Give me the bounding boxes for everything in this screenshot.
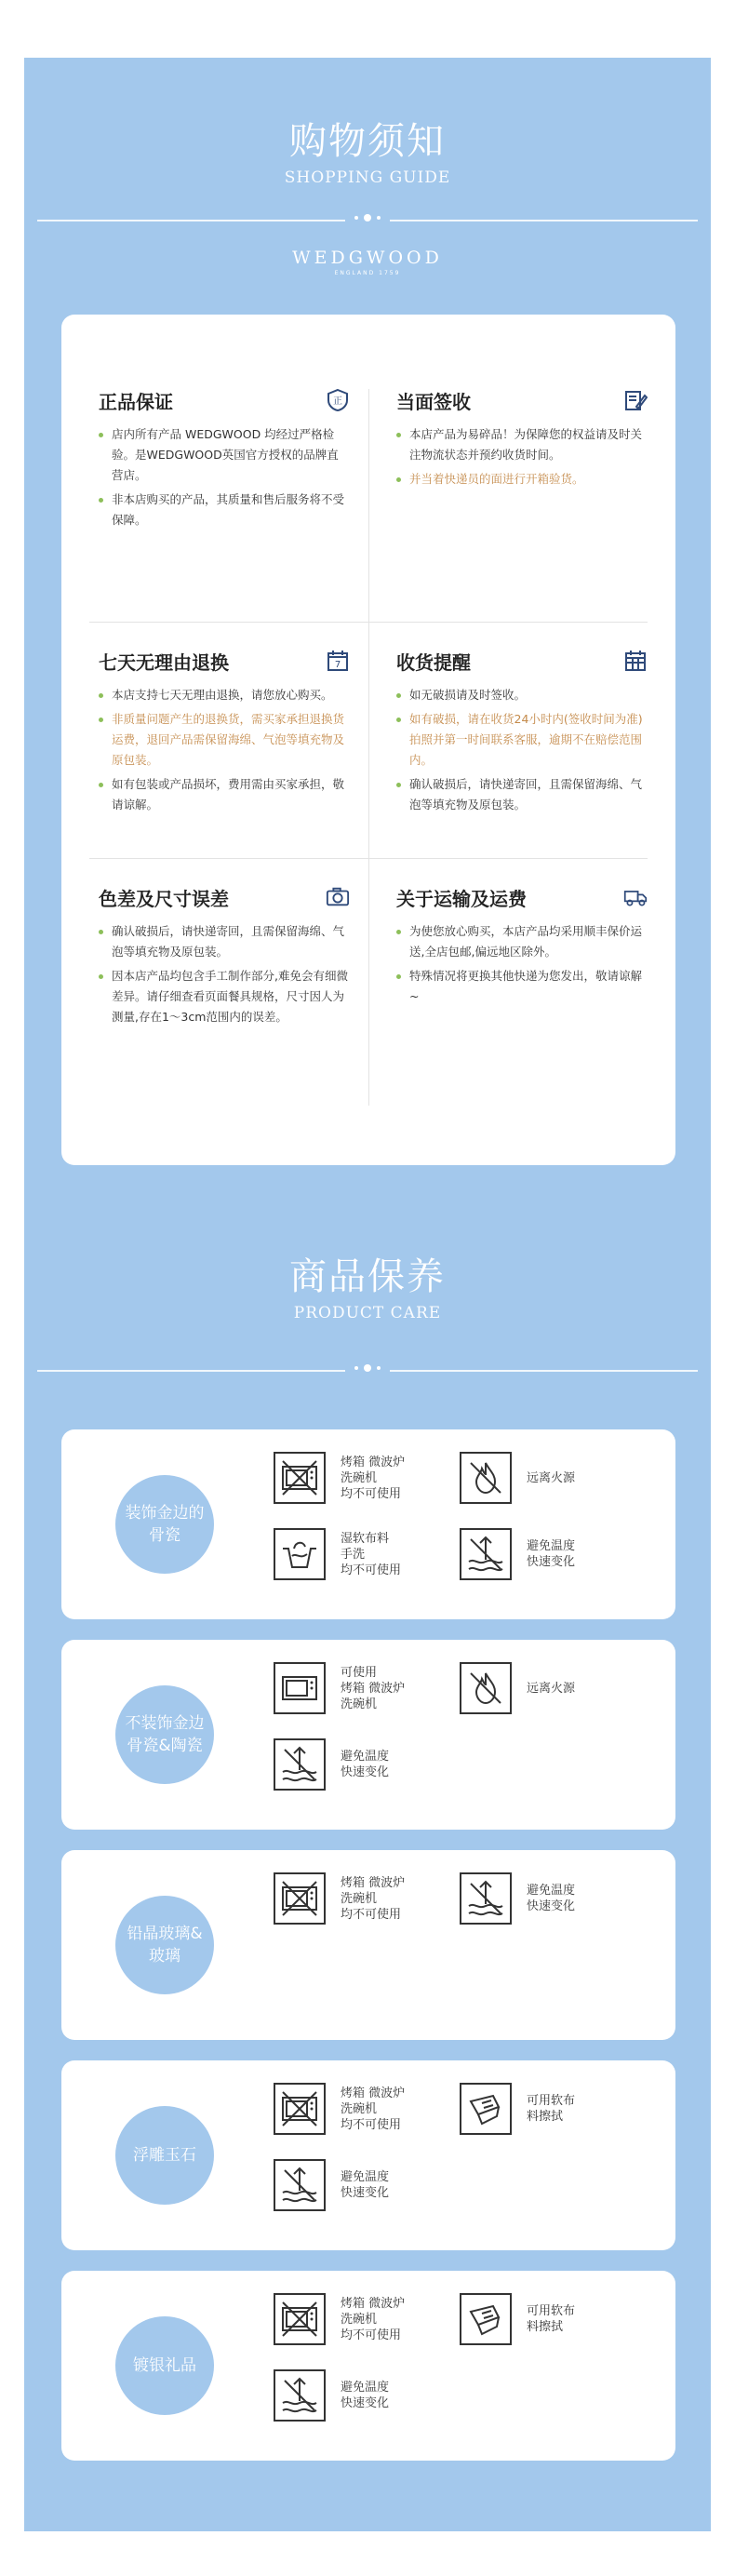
guide-section-list bbox=[396, 921, 648, 1007]
soft-cloth-icon bbox=[460, 2083, 512, 2135]
section-divider bbox=[37, 220, 698, 221]
care-instruction bbox=[460, 1452, 575, 1504]
care-category-label: 装饰金边的骨瓷 bbox=[115, 1475, 214, 1574]
grid-divider-horizontal bbox=[89, 858, 648, 859]
care-card bbox=[61, 2060, 675, 2250]
care-instruction-text: 烤箱 微波炉 洗碗机 均不可使用 bbox=[341, 1875, 406, 1922]
temperature-change-icon bbox=[460, 1872, 512, 1925]
no-fire-icon bbox=[460, 1662, 512, 1714]
guide-section bbox=[99, 385, 350, 534]
care-category-label: 浮雕玉石 bbox=[115, 2106, 214, 2205]
care-instruction-text: 避免温度 快速变化 bbox=[527, 1539, 576, 1569]
guide-list-item: 并当着快递员的面进行开箱验货。 bbox=[396, 469, 648, 490]
temperature-change-icon bbox=[274, 2369, 326, 2422]
no-fire-icon bbox=[460, 1452, 512, 1504]
care-instruction bbox=[274, 1528, 401, 1580]
care-instruction-text: 避免温度 快速变化 bbox=[341, 2381, 390, 2410]
guide-list-item: 店内所有产品 WEDGWOOD 均经过严格检验。是WEDGWOOD英国官方授权的品牌直营店。 bbox=[99, 424, 350, 486]
guide-section-header bbox=[99, 882, 350, 912]
page-frame bbox=[24, 58, 711, 2531]
care-instruction-text: 湿软布料 手洗 均不可使用 bbox=[341, 1531, 402, 1577]
guide-section-list bbox=[99, 424, 350, 530]
calendar-7-icon bbox=[326, 649, 350, 673]
care-instruction bbox=[460, 1872, 575, 1925]
guide-list-item: 非质量问题产生的退换货，需买家承担退换货运费，退回产品需保留海绵、气泡等填充物及原包装。 bbox=[99, 709, 350, 771]
guide-section-title: 七天无理由退换 bbox=[99, 651, 229, 674]
care-instruction bbox=[274, 1662, 405, 1714]
shopping-guide-card bbox=[61, 315, 675, 1165]
guide-section-title: 关于运输及运费 bbox=[396, 887, 527, 910]
product-care-title: 商品保养 bbox=[289, 1255, 446, 1298]
care-card bbox=[61, 1429, 675, 1619]
no-microwave-icon bbox=[274, 2083, 326, 2135]
care-instruction-text: 烤箱 微波炉 洗碗机 均不可使用 bbox=[341, 2086, 406, 2132]
no-microwave-icon bbox=[274, 1872, 326, 1925]
guide-list-item: 如有破损，请在收货24小时内(签收时间为准)拍照并第一时间联系客服，逾期不在赔偿范围内。 bbox=[396, 709, 648, 771]
care-category-label: 镀银礼品 bbox=[115, 2316, 214, 2415]
guide-list-item: 本店产品为易碎品！为保障您的权益请及时关注物流状态并预约收货时间。 bbox=[396, 424, 648, 465]
care-instruction-text: 可用软布 料擦拭 bbox=[527, 2304, 576, 2334]
shopping-guide-subtitle: SHOPPING GUIDE bbox=[284, 168, 451, 187]
care-instruction-text: 可使用 烤箱 微波炉 洗碗机 bbox=[341, 1665, 406, 1711]
grid-divider-horizontal bbox=[89, 622, 648, 623]
care-instruction-text: 远离火源 bbox=[527, 1470, 576, 1485]
truck-icon bbox=[623, 885, 648, 909]
guide-list-item: 为使您放心购买，本店产品均采用顺丰保价运送,全店包邮,偏远地区除外。 bbox=[396, 921, 648, 962]
svg-text:7: 7 bbox=[334, 660, 341, 670]
care-instruction bbox=[274, 2369, 389, 2422]
no-microwave-icon bbox=[274, 2293, 326, 2345]
guide-section-list bbox=[396, 685, 648, 815]
hand-wash-icon bbox=[274, 1528, 326, 1580]
care-instruction bbox=[460, 1662, 575, 1714]
brand-logo bbox=[24, 248, 711, 276]
no-microwave-icon bbox=[274, 1452, 326, 1504]
care-instruction bbox=[274, 2293, 405, 2345]
care-instruction-text: 可用软布 料擦拭 bbox=[527, 2094, 576, 2124]
microwave-ok-icon bbox=[274, 1662, 326, 1714]
care-card bbox=[61, 1640, 675, 1830]
guide-section bbox=[99, 646, 350, 819]
camera-icon bbox=[326, 885, 350, 909]
shield-icon bbox=[326, 388, 350, 412]
care-instruction bbox=[274, 1452, 405, 1504]
guide-section bbox=[396, 646, 648, 819]
shopping-guide-title: 购物须知 bbox=[289, 120, 446, 163]
guide-section-header bbox=[396, 882, 648, 912]
care-instruction-text: 避免温度 快速变化 bbox=[341, 2170, 390, 2200]
guide-list-item: 本店支持七天无理由退换，请您放心购买。 bbox=[99, 685, 350, 705]
care-instruction bbox=[274, 1872, 405, 1925]
shopping-guide-heading bbox=[24, 112, 711, 187]
brand-sub: ENGLAND 1759 bbox=[334, 270, 401, 276]
temperature-change-icon bbox=[460, 1528, 512, 1580]
care-category-label: 铅晶玻璃&玻璃 bbox=[115, 1896, 214, 1994]
section-divider bbox=[37, 1370, 698, 1372]
care-card bbox=[61, 2271, 675, 2461]
care-instruction-text: 避免温度 快速变化 bbox=[341, 1750, 390, 1779]
care-instruction-text: 远离火源 bbox=[527, 1681, 576, 1696]
guide-section-list bbox=[396, 424, 648, 490]
care-instruction bbox=[274, 1738, 389, 1791]
care-category-label: 不装饰金边骨瓷&陶瓷 bbox=[115, 1685, 214, 1784]
temperature-change-icon bbox=[274, 1738, 326, 1791]
care-instruction-text: 避免温度 快速变化 bbox=[527, 1884, 576, 1913]
guide-section-title: 当面签收 bbox=[396, 390, 471, 413]
care-instruction bbox=[460, 1528, 575, 1580]
soft-cloth-icon bbox=[460, 2293, 512, 2345]
guide-list-item: 因本店产品均包含手工制作部分,难免会有细微差异。请仔细查看页面餐具规格，尺寸因人为测量,存在1～3cm范围内的误差。 bbox=[99, 966, 350, 1027]
guide-list-item: 如有包装或产品损坏，费用需由买家承担，敬请谅解。 bbox=[99, 774, 350, 815]
guide-section-header bbox=[99, 385, 350, 415]
care-instruction bbox=[274, 2083, 405, 2135]
guide-section-header bbox=[396, 646, 648, 676]
product-care-subtitle: PRODUCT CARE bbox=[293, 1304, 442, 1322]
guide-section-title: 正品保证 bbox=[99, 390, 173, 413]
guide-list-item: 特殊情况将更换其他快递为您发出，敬请谅解~ bbox=[396, 966, 648, 1007]
guide-section bbox=[396, 385, 648, 493]
care-instruction-text: 烤箱 微波炉 洗碗机 均不可使用 bbox=[341, 1455, 406, 1501]
care-instruction-text: 烤箱 微波炉 洗碗机 均不可使用 bbox=[341, 2296, 406, 2342]
grid-divider-vertical bbox=[368, 389, 369, 1106]
guide-section bbox=[99, 882, 350, 1031]
temperature-change-icon bbox=[274, 2159, 326, 2211]
guide-section-title: 收货提醒 bbox=[396, 651, 471, 674]
brand-name: WEDGWOOD bbox=[292, 248, 443, 268]
guide-section-header bbox=[99, 646, 350, 676]
guide-list-item: 确认破损后，请快递寄回，且需保留海绵、气泡等填充物及原包装。 bbox=[99, 921, 350, 962]
care-instruction bbox=[274, 2159, 389, 2211]
care-instruction bbox=[460, 2083, 575, 2135]
guide-section-list bbox=[99, 921, 350, 1027]
guide-list-item: 非本店购买的产品，其质量和售后服务将不受保障。 bbox=[99, 490, 350, 530]
guide-section-header bbox=[396, 385, 648, 415]
product-care-heading bbox=[24, 1247, 711, 1322]
guide-section-list bbox=[99, 685, 350, 815]
care-card bbox=[61, 1850, 675, 2040]
guide-list-item: 确认破损后，请快递寄回，且需保留海绵、气泡等填充物及原包装。 bbox=[396, 774, 648, 815]
calendar-grid-icon bbox=[623, 649, 648, 673]
guide-list-item: 如无破损请及时签收。 bbox=[396, 685, 648, 705]
sign-icon bbox=[623, 388, 648, 412]
guide-section-title: 色差及尺寸误差 bbox=[99, 887, 229, 910]
care-instruction bbox=[460, 2293, 575, 2345]
svg-text:正: 正 bbox=[333, 396, 342, 407]
guide-section bbox=[396, 882, 648, 1011]
